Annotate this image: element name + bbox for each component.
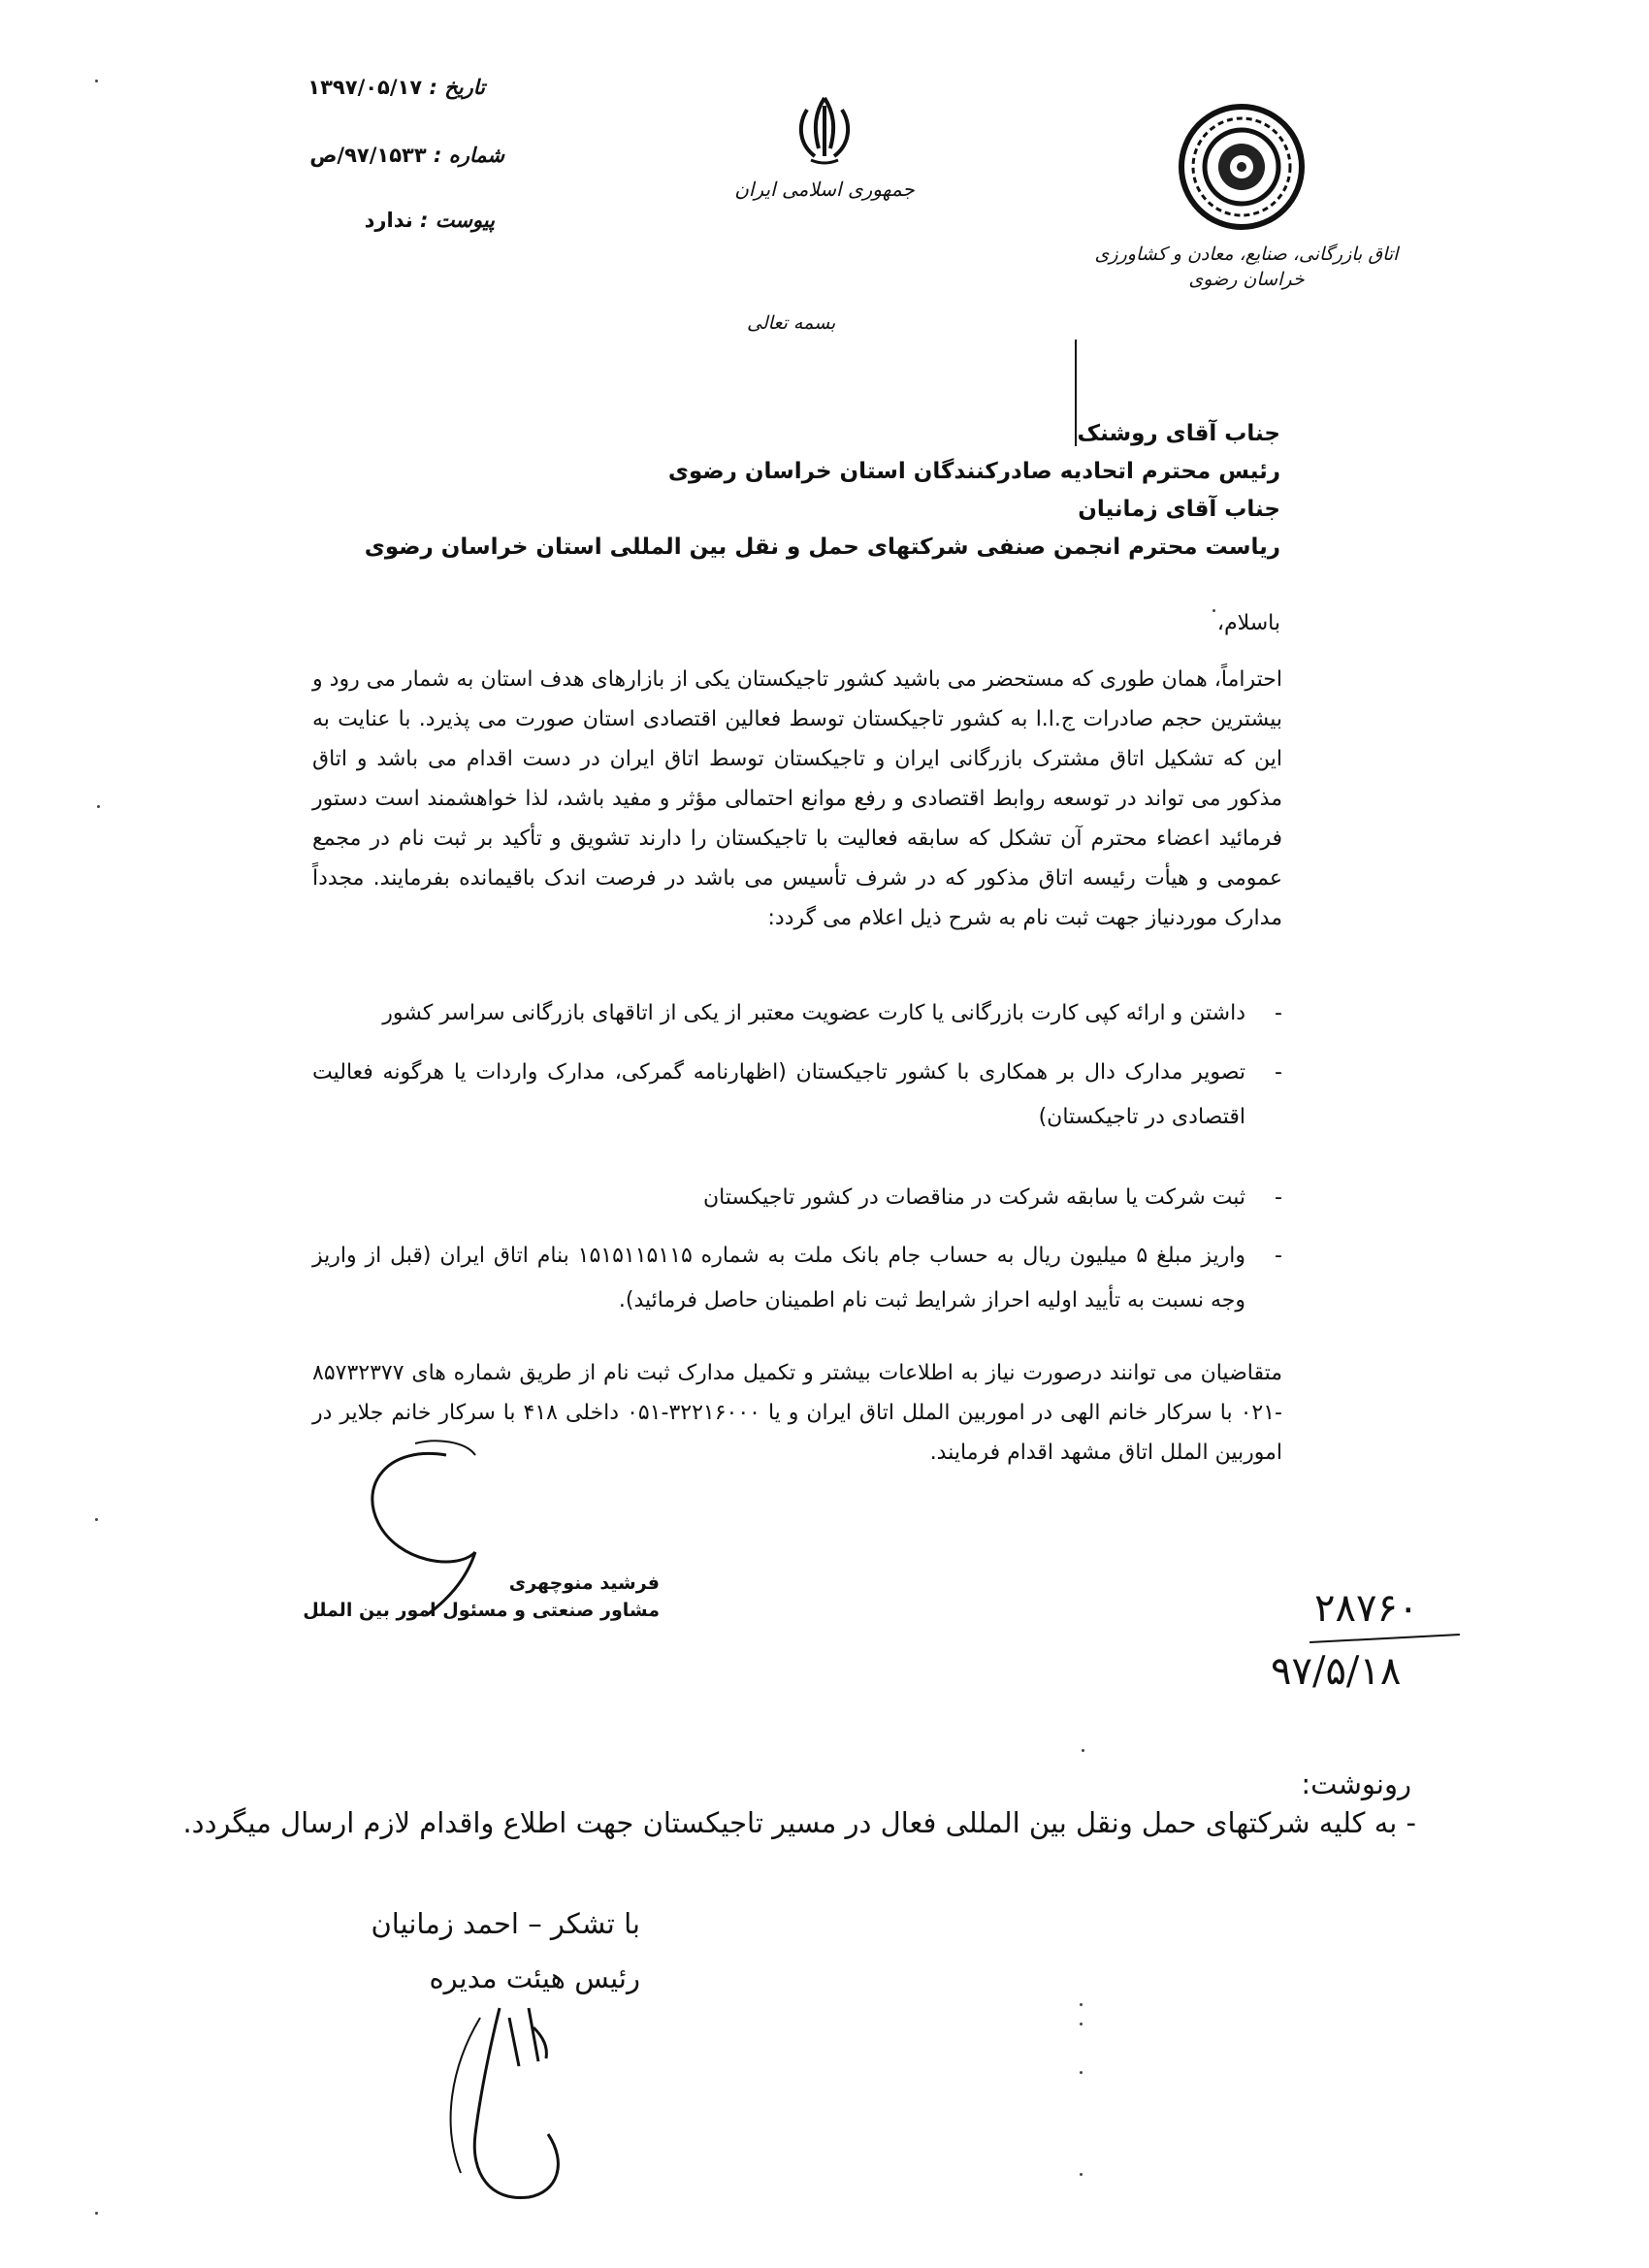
bismillah: بسمه تعالی xyxy=(747,312,836,334)
date-label: تاریخ : xyxy=(429,76,485,99)
iran-emblem xyxy=(713,92,936,201)
handwritten-registration-date: ۹۷/۵/۱۸ xyxy=(1271,1649,1402,1694)
requirement-text-3: ثبت شرکت یا سابقه شرکت در مناقصات در کشور تاجیکستان xyxy=(702,1185,1245,1210)
body-paragraph-1: احتراماً، همان طوری که مستحضر می باشید کشور تاجیکستان یکی از بازارهای هدف استان به شمار می رود و بیشترین حجم صادرات ج.ا.ا به کشور تاجیکستان توسط فعالین اقتصادی استان صورت می پذیرد. با عنایت به این که تشکیل اتاق مشترک بازرگانی ایران و تاجیکستان توسط اتاق ایران در دست اقدام می باشد و اتاق مذکور می تواند در توسعه روابط اقتصادی و رفع موانع احتمالی مؤثر و مفید باشد، لذا خواهشمند است دستور فرمائید اعضاء محترم آن تشکل که سابقه فعالیت با تاجیکستان را دارند تشویق و تأکید بر ثبت نام در مجمع عمومی و هیأت رئیسه اتاق مذکور که در شرف تأسیس می باشد در فرصت اندک باقیمانده بفرمایند. مجدداً مدارک موردنیاز جهت ثبت نام به شرح ذیل اعلام می گردد: xyxy=(312,667,1282,930)
bullet-dash: - xyxy=(1275,1185,1282,1210)
iran-emblem-icon xyxy=(786,92,863,170)
date-value: ۱۳۹۷/۰۵/۱۷ xyxy=(307,76,423,99)
requirement-text-1: داشتن و ارائه کپی کارت بازرگانی یا کارت عضویت معتبر از یکی از اتاقهای بازرگانی سراسر کشور xyxy=(382,1001,1245,1025)
attachment-label: پیوست : xyxy=(420,209,495,232)
addressee-line-4: ریاست محترم انجمن صنفی شرکتهای حمل و نقل بین المللی استان خراسان رضوی xyxy=(364,535,1280,560)
addressee-line-3: جناب آقای زمانیان xyxy=(1078,497,1280,522)
closing-role: رئیس هیئت مدیره xyxy=(429,1961,640,1994)
requirement-item-2 xyxy=(312,1051,1282,1140)
signatory-name: فرشید منوچهری xyxy=(508,1572,660,1594)
bullet-dash: - xyxy=(1275,1060,1282,1085)
handwritten-registration-number: ۲۸۷۶۰ xyxy=(1314,1586,1419,1631)
letter-attachment xyxy=(365,209,495,232)
attachment-value: ندارد xyxy=(364,209,413,232)
addressee-line-2: رئیس محترم اتحادیه صادرکنندگان استان خراسان رضوی xyxy=(667,459,1280,484)
greeting: باسلام، xyxy=(1216,611,1280,635)
addressee-line-1: جناب آقای روشنک xyxy=(1077,421,1280,446)
cc-recipients xyxy=(182,1806,1416,1839)
requirement-item-3 xyxy=(312,1176,1282,1220)
requirement-item-1 xyxy=(312,991,1282,1036)
number-value: ۹۷/۱۵۳۳/ص xyxy=(309,144,427,167)
requirement-text-2: تصویر مدارک دال بر همکاری با کشور تاجیکستان (اظهارنامه گمرکی، مدارک واردات یا هرگونه فعالیت اقتصادی در تاجیکستان) xyxy=(312,1060,1245,1129)
number-label: شماره : xyxy=(434,144,504,167)
requirement-item-4 xyxy=(312,1234,1282,1323)
cc-dash: - xyxy=(1397,1806,1416,1839)
cc-recipients-text: به کلیه شرکتهای حمل ونقل بین المللی فعال در مسیر تاجیکستان جهت اطلاع واقدام لازم ارسال میگردد. xyxy=(182,1806,1398,1839)
iran-emblem-caption: جمهوری اسلامی ایران xyxy=(734,178,915,201)
body-paragraph-2: متقاضیان می توانند درصورت نیاز به اطلاعات بیشتر و تکمیل مدارک ثبت نام از طریق شماره های ۸۵۷۳۲۳۷۷ -۰۲۱ با سرکار خانم الهی در اموربین الملل اتاق ایران و یا ۳۲۲۱۶۰۰۰-۰۵۱ داخلی ۴۱۸ با سرکار خانم جلایر در اموربین الملل اتاق مشهد اقدام فرمایند. xyxy=(312,1361,1282,1465)
chairman-signature xyxy=(383,1989,606,2212)
letter-date xyxy=(307,76,485,99)
chamber-seal-icon xyxy=(1082,97,1411,243)
handwritten-underline xyxy=(1310,1634,1460,1643)
requirement-text-4: واریز مبلغ ۵ میلیون ریال به حساب جام بانک ملت به شماره ۱۵۱۵۱۱۵۱۱۵ بنام اتاق ایران (قبل از واریز وجه نسبت به تأیید اولیه احراز شرایط ثبت نام اطمینان حاصل فرمائید). xyxy=(312,1244,1246,1312)
chamber-seal xyxy=(1082,97,1411,292)
bullet-dash: - xyxy=(1275,1001,1282,1025)
chamber-caption-1: اتاق بازرگانی، صنایع، معادن و کشاورزی xyxy=(1094,243,1399,265)
letter-number xyxy=(309,144,504,167)
closing-thanks: با تشکر – احمد زمانیان xyxy=(371,1907,640,1940)
bullet-dash: - xyxy=(1275,1244,1282,1268)
cc-title: رونوشت: xyxy=(1301,1767,1411,1800)
addressee-block xyxy=(365,415,1280,567)
signatory-title: مشاور صنعتی و مسئول امور بین الملل xyxy=(303,1600,660,1621)
signatory-block xyxy=(303,1570,660,1624)
chamber-caption-2: خراسان رضوی xyxy=(1188,268,1305,290)
